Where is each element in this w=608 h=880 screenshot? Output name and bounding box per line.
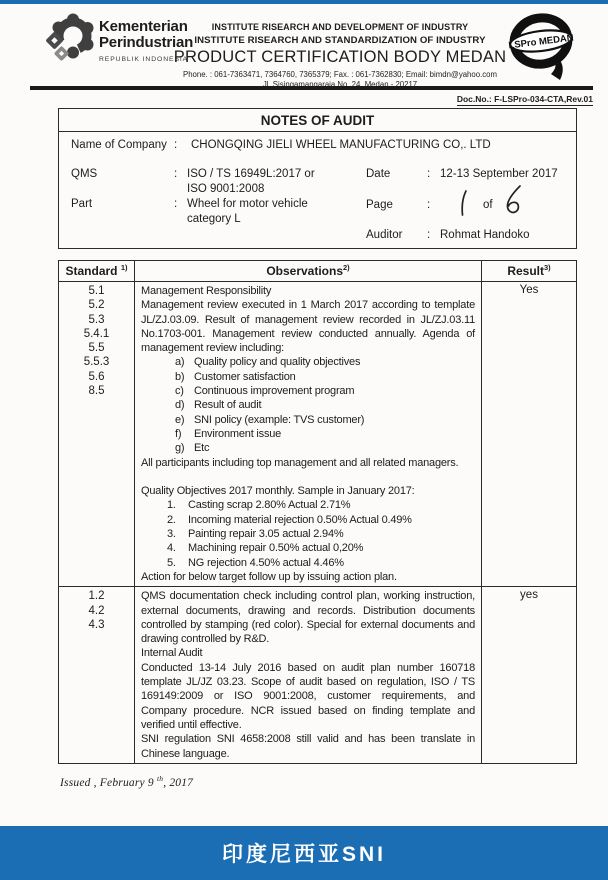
standard-ref: 5.4.1 <box>83 327 110 340</box>
table-row <box>59 282 577 587</box>
result-header-label: Result <box>507 264 544 278</box>
agenda-text: Quality policy and quality objectives <box>194 356 361 369</box>
standard-column-header <box>59 261 135 282</box>
objective-item <box>167 527 475 541</box>
agenda-item <box>175 355 475 369</box>
table-header-row <box>59 261 577 282</box>
standard-ref: 8.5 <box>88 385 105 398</box>
agenda-item <box>175 398 475 412</box>
institute-line1: INSTITUTE RISEARCH AND DEVELOPMENT OF INDUSTRY <box>211 22 469 32</box>
observation-paragraph: SNI regulation SNI 4658:2008 still valid and has been translate in Chinese language. <box>141 733 475 760</box>
notes-fields <box>59 132 576 244</box>
standard-header-sup: 1) <box>120 263 128 272</box>
standard-cell <box>59 282 135 587</box>
objective-item <box>167 498 475 512</box>
objective-item <box>167 541 475 555</box>
table-row <box>59 587 577 764</box>
part-label: Part <box>71 198 93 210</box>
result-cell: yes <box>482 587 577 764</box>
page-of-text: of <box>483 199 493 211</box>
standard-ref: 1.2 <box>88 590 105 603</box>
agenda-marker: c) <box>175 385 184 398</box>
standard-ref: 5.5 <box>88 342 105 355</box>
standard-ref: 5.2 <box>88 299 105 312</box>
observations-header-sup: 2) <box>343 263 350 272</box>
objective-marker: 1. <box>167 499 176 512</box>
observation-paragraph: Quality Objectives 2017 monthly. Sample in January 2017: <box>141 485 415 498</box>
auditor-label: Auditor <box>366 229 403 241</box>
ministry-line2: Perindustrian <box>99 34 194 51</box>
objective-text: Painting repair 3.05 actual 2.94% <box>188 528 344 541</box>
observation-paragraph: Management review executed in 1 March 2017 according to template JL/ZJ.03.09. Result of management review recorded in JL/ZJ.03.11 No.1703-001. Management review conducted annually. Agenda of management review including: <box>141 299 475 355</box>
agenda-marker: e) <box>175 413 185 426</box>
objective-item <box>167 513 475 527</box>
agenda-text: SNI policy (example: TVS customer) <box>194 413 365 426</box>
colon: : <box>174 139 178 151</box>
company-value: CHONGQING JIELI WHEEL MANUFACTURING CO,. LTD <box>191 139 491 151</box>
institute-header-block <box>160 22 520 89</box>
issued-sup: th <box>156 773 164 783</box>
objective-text: Casting scrap 2.80% Actual 2.71% <box>188 499 351 512</box>
agenda-text: Environment issue <box>194 427 282 440</box>
audit-content <box>58 260 577 789</box>
observation-title: Management Responsibility <box>141 285 272 297</box>
agenda-marker: a) <box>175 356 185 369</box>
objective-marker: 5. <box>167 556 176 569</box>
company-label: Name of Company <box>71 139 167 151</box>
colon: : <box>174 198 178 210</box>
agenda-marker: f) <box>175 427 182 440</box>
notes-title: NOTES OF AUDIT <box>59 109 576 132</box>
standard-ref: 5.5.3 <box>83 356 110 369</box>
standard-header-label: Standard <box>65 264 121 278</box>
observations-cell <box>135 282 482 587</box>
issued-prefix: Issued , February 9 <box>60 776 157 789</box>
gear-icon <box>44 12 98 68</box>
result-column-header <box>482 261 577 282</box>
objective-text: NG rejection 4.50% actual 4.46% <box>188 556 344 569</box>
observations-header-label: Observations <box>266 264 344 278</box>
contact-line: Phone. : 061-7363471, 7364760, 7365379; Fax. : 061-7362830; Email: bimdn@yahoo.com <box>183 70 497 79</box>
ministry-line3: REPUBLIK INDONESIA <box>99 56 189 63</box>
agenda-marker: d) <box>175 399 185 412</box>
ministry-gear-logo <box>44 12 98 73</box>
standard-ref: 4.2 <box>88 604 105 617</box>
qms-label: QMS <box>71 168 98 180</box>
blank-line <box>141 470 475 484</box>
document-number: Doc.No.: F-LSPro-034-CTA,Rev.01 <box>456 94 593 104</box>
agenda-text: Continuous improvement program <box>194 385 355 398</box>
colon: : <box>427 229 431 241</box>
colon: : <box>427 168 431 180</box>
agenda-text: Result of audit <box>194 399 262 412</box>
standard-ref: 5.6 <box>88 370 105 383</box>
objective-text: Incoming material rejection 0.50% Actual 0.49% <box>188 513 412 526</box>
handwritten-page-total <box>501 184 523 221</box>
agenda-marker: g) <box>175 442 185 455</box>
bottom-blue-banner <box>0 826 608 880</box>
address-line: Jl. Sisingamangaraja No. 24, Medan - 20217 <box>262 80 418 89</box>
objective-item <box>167 556 475 570</box>
colon: : <box>174 168 178 180</box>
agenda-text: Customer satisfaction <box>194 370 296 383</box>
part-value-line1: Wheel for motor vehicle <box>187 198 308 210</box>
agenda-item <box>175 413 475 427</box>
colon: : <box>427 199 431 211</box>
part-value-line2: category L <box>187 213 241 225</box>
result-header-sup: 3) <box>544 263 551 272</box>
issued-date-line <box>60 774 577 789</box>
ministry-line1: Kementerian <box>99 18 188 35</box>
standard-ref: 4.3 <box>88 618 105 631</box>
agenda-item <box>175 441 475 455</box>
observation-paragraph: All participants including top management and all related managers. <box>141 456 459 469</box>
observation-subtitle: Internal Audit <box>141 647 203 660</box>
standard-ref: 5.1 <box>88 285 105 297</box>
page-label: Page <box>366 199 393 211</box>
objective-text: Machining repair 0.50% actual 0,20% <box>188 542 364 555</box>
result-cell: Yes <box>482 282 577 587</box>
handwritten-page-number <box>455 188 471 221</box>
qms-value-line2: ISO 9001:2008 <box>187 183 265 195</box>
agenda-item <box>175 427 475 441</box>
date-value: 12-13 September 2017 <box>440 168 558 180</box>
date-label: Date <box>366 168 391 180</box>
lspro-medan-logo <box>501 8 581 89</box>
agenda-item <box>175 370 475 384</box>
observation-paragraph: Action for below target follow up by issuing action plan. <box>141 570 397 583</box>
observation-paragraph: Conducted 13-14 July 2016 based on audit plan number 160718 template JL/JZ 03.23. Scope of audit based on regulation, ISO / TS 169149:2009 or ISO 9001:2008, customer requirements, and Company procedure. NCR issued based on finding template and verified until effective. <box>141 661 475 731</box>
observations-column-header <box>135 261 482 282</box>
observations-cell <box>135 587 482 764</box>
agenda-text: Etc <box>194 442 210 455</box>
agenda-marker: b) <box>175 370 185 383</box>
standard-cell <box>59 587 135 764</box>
objective-marker: 3. <box>167 528 176 541</box>
qms-value-line1: ISO / TS 16949L:2017 or <box>187 168 315 180</box>
audit-table <box>58 260 577 764</box>
observation-paragraph: QMS documentation check including control plan, working instruction, external documents, drawing and records. Distribution documents controlled by stamping (red color). Special for external documents and drawing controlled by R&D. <box>141 590 475 646</box>
auditor-value: Rohmat Handoko <box>440 229 530 241</box>
banner-chinese-text: 印度尼西亚SNI <box>221 843 386 866</box>
top-accent-bar <box>0 0 608 4</box>
notes-of-audit-box <box>58 108 577 249</box>
objective-marker: 2. <box>167 513 176 526</box>
lspro-logo-text: LSPro MEDAN <box>507 32 575 52</box>
certification-body-title: PRODUCT CERTIFICATION BODY MEDAN <box>173 48 507 66</box>
lspro-q-icon <box>501 8 581 84</box>
issued-suffix: , 2017 <box>163 776 194 789</box>
objective-marker: 4. <box>167 542 176 555</box>
institute-line2: INSTITUTE RISEARCH AND STANDARDIZATION OF INDUSTRY <box>194 35 486 46</box>
agenda-item <box>175 384 475 398</box>
standard-ref: 5.3 <box>88 313 105 326</box>
header-divider-rule <box>30 86 593 90</box>
